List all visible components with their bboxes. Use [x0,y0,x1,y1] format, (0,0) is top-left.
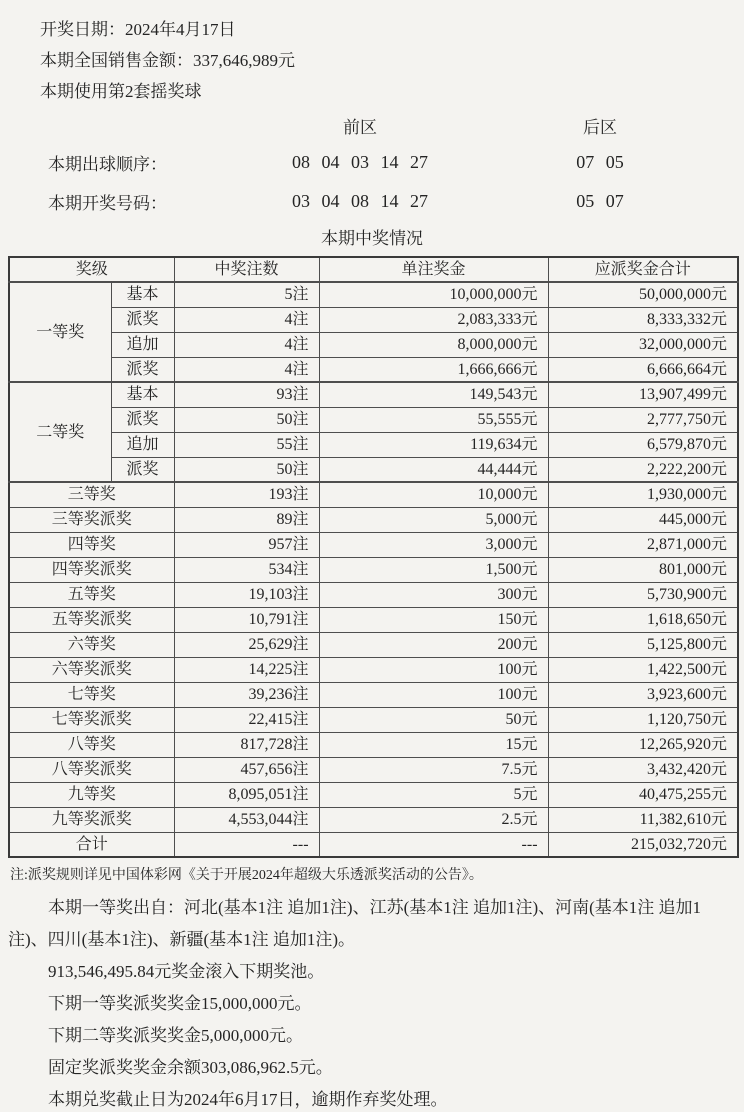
ball-sequence-row [0,143,744,182]
table-row [9,707,738,732]
total-prize-cell: 1,422,500元 [548,657,738,682]
count-cell: 457,656注 [174,757,319,782]
single-prize-cell: 5元 [319,782,548,807]
count-cell: 5注 [174,282,319,307]
table-row [9,582,738,607]
total-prize-cell: 215,032,720元 [548,832,738,857]
prize-type-cell: 派奖 [111,457,174,482]
prize-level-cell: 一等奖 [9,282,111,382]
count-cell: 19,103注 [174,582,319,607]
single-prize-cell: 8,000,000元 [319,332,548,357]
prize-level-cell: 六等奖 [9,632,174,657]
count-cell: 14,225注 [174,657,319,682]
redeem-deadline-paragraph: 本期兑奖截止日为2024年6月17日，逾期作弃奖处理。 [48,1090,448,1109]
winning-numbers-label: 本期开奖号码： [48,194,167,213]
prize-level-cell: 四等奖派奖 [9,557,174,582]
footnote-paragraphs [0,892,744,1112]
fixed-prize-balance-paragraph: 固定奖派奖奖金余额303,086,962.5元。 [48,1058,333,1077]
single-prize-cell: 1,666,666元 [319,357,548,382]
winning-numbers-row [0,182,744,221]
table-row [9,657,738,682]
count-cell: 93注 [174,382,319,407]
table-row [9,682,738,707]
count-cell: 22,415注 [174,707,319,732]
winning-back-numbers: 05 07 [576,191,624,211]
col-header-total-prize: 应派奖金合计 [548,257,738,282]
prize-type-cell: 基本 [111,282,174,307]
count-cell: 8,095,051注 [174,782,319,807]
total-prize-cell: 6,666,664元 [548,357,738,382]
table-row [9,532,738,557]
table-row [9,307,738,332]
count-cell: 4注 [174,307,319,332]
table-row [9,382,738,407]
table-title: 本期中奖情况 [321,229,423,248]
table-row [9,782,738,807]
count-cell: 534注 [174,557,319,582]
col-header-prize-level: 奖级 [9,257,174,282]
prize-type-cell: 基本 [111,382,174,407]
prize-level-cell: 九等奖派奖 [9,807,174,832]
single-prize-cell: 5,000元 [319,507,548,532]
total-prize-cell: 2,777,750元 [548,407,738,432]
single-prize-cell: 149,543元 [319,382,548,407]
total-prize-cell: 1,930,000元 [548,482,738,507]
prize-type-cell: 追加 [111,432,174,457]
prize-level-cell: 四等奖 [9,532,174,557]
total-prize-cell: 2,871,000元 [548,532,738,557]
prize-level-cell: 七等奖派奖 [9,707,174,732]
total-prize-cell: 1,618,650元 [548,607,738,632]
single-prize-cell: 44,444元 [319,457,548,482]
single-prize-cell: 150元 [319,607,548,632]
count-cell: 10,791注 [174,607,319,632]
count-cell: 55注 [174,432,319,457]
total-prize-cell: 50,000,000元 [548,282,738,307]
sequence-label: 本期出球顺序： [48,155,167,174]
table-row [9,632,738,657]
total-prize-cell: 445,000元 [548,507,738,532]
table-row [9,482,738,507]
sequence-front-numbers: 08 04 03 14 27 [292,152,428,172]
prize-level-cell: 六等奖派奖 [9,657,174,682]
prize-level-cell: 八等奖派奖 [9,757,174,782]
count-cell: 89注 [174,507,319,532]
count-cell: 817,728注 [174,732,319,757]
total-prize-cell: 5,125,800元 [548,632,738,657]
count-cell: 4,553,044注 [174,807,319,832]
total-prize-cell: 3,432,420元 [548,757,738,782]
prize-type-cell: 派奖 [111,407,174,432]
table-row [9,757,738,782]
total-prize-cell: 6,579,870元 [548,432,738,457]
table-row [9,507,738,532]
front-zone-label: 前区 [343,117,377,137]
single-prize-cell: 2,083,333元 [319,307,548,332]
prize-type-cell: 派奖 [111,307,174,332]
prize-level-cell: 五等奖 [9,582,174,607]
prize-level-cell: 五等奖派奖 [9,607,174,632]
single-prize-cell: 100元 [319,682,548,707]
single-prize-cell: 10,000元 [319,482,548,507]
table-row [9,432,738,457]
count-cell: 4注 [174,357,319,382]
next-second-prize-paragraph: 下期二等奖派奖奖金5,000,000元。 [48,1026,303,1045]
count-cell: 25,629注 [174,632,319,657]
count-cell: 193注 [174,482,319,507]
single-prize-cell: 55,555元 [319,407,548,432]
prize-level-cell: 三等奖 [9,482,174,507]
single-prize-cell: --- [319,832,548,857]
total-prize-cell: 2,222,200元 [548,457,738,482]
zone-header-row [0,107,744,143]
single-prize-cell: 2.5元 [319,807,548,832]
sales-amount-line: 本期全国销售金额：337,646,989元 [40,51,295,70]
table-header-row [9,257,738,282]
single-prize-cell: 50元 [319,707,548,732]
prize-level-cell: 七等奖 [9,682,174,707]
back-zone-label: 后区 [583,117,617,137]
single-prize-cell: 300元 [319,582,548,607]
first-prize-origin-paragraph: 本期一等奖出自：河北(基本1注 追加1注)、江苏(基本1注 追加1注)、河南(基本1注 追加1注)、四川(基本1注)、新疆(基本1注 追加1注)。 [8,898,702,949]
next-first-prize-paragraph: 下期一等奖派奖奖金15,000,000元。 [48,994,312,1013]
total-prize-cell: 3,923,600元 [548,682,738,707]
col-header-count: 中奖注数 [174,257,319,282]
rollover-paragraph: 913,546,495.84元奖金滚入下期奖池。 [48,962,325,981]
total-prize-cell: 5,730,900元 [548,582,738,607]
col-header-single-prize: 单注奖金 [319,257,548,282]
single-prize-cell: 100元 [319,657,548,682]
count-cell: 50注 [174,407,319,432]
single-prize-cell: 3,000元 [319,532,548,557]
count-cell: 957注 [174,532,319,557]
table-row [9,607,738,632]
single-prize-cell: 15元 [319,732,548,757]
table-row [9,807,738,832]
count-cell: 39,236注 [174,682,319,707]
ball-set-line: 本期使用第2套摇奖球 [40,82,202,101]
table-row [9,557,738,582]
single-prize-cell: 7.5元 [319,757,548,782]
count-cell: 4注 [174,332,319,357]
total-prize-cell: 801,000元 [548,557,738,582]
draw-info-section [0,0,744,107]
total-prize-cell: 32,000,000元 [548,332,738,357]
prize-type-cell: 追加 [111,332,174,357]
prize-level-cell: 九等奖 [9,782,174,807]
prize-level-cell: 八等奖 [9,732,174,757]
total-prize-cell: 8,333,332元 [548,307,738,332]
table-row [9,282,738,307]
prize-table [8,256,739,858]
prize-type-cell: 派奖 [111,357,174,382]
total-prize-cell: 1,120,750元 [548,707,738,732]
single-prize-cell: 1,500元 [319,557,548,582]
total-prize-cell: 12,265,920元 [548,732,738,757]
table-row [9,357,738,382]
count-cell: --- [174,832,319,857]
prize-level-cell: 三等奖派奖 [9,507,174,532]
total-prize-cell: 40,475,255元 [548,782,738,807]
prize-level-cell: 二等奖 [9,382,111,482]
sequence-back-numbers: 07 05 [576,152,624,172]
single-prize-cell: 119,634元 [319,432,548,457]
table-row [9,732,738,757]
draw-date-line: 开奖日期：2024年4月17日 [40,20,236,39]
total-label-cell: 合计 [9,832,174,857]
count-cell: 50注 [174,457,319,482]
table-row [9,457,738,482]
total-prize-cell: 13,907,499元 [548,382,738,407]
rule-note: 注:派奖规则详见中国体彩网《关于开展2024年超级大乐透派奖活动的公告》。 [10,868,483,883]
table-row [9,332,738,357]
total-prize-cell: 11,382,610元 [548,807,738,832]
winning-front-numbers: 03 04 08 14 27 [292,191,428,211]
table-total-row [9,832,738,857]
table-row [9,407,738,432]
single-prize-cell: 10,000,000元 [319,282,548,307]
single-prize-cell: 200元 [319,632,548,657]
